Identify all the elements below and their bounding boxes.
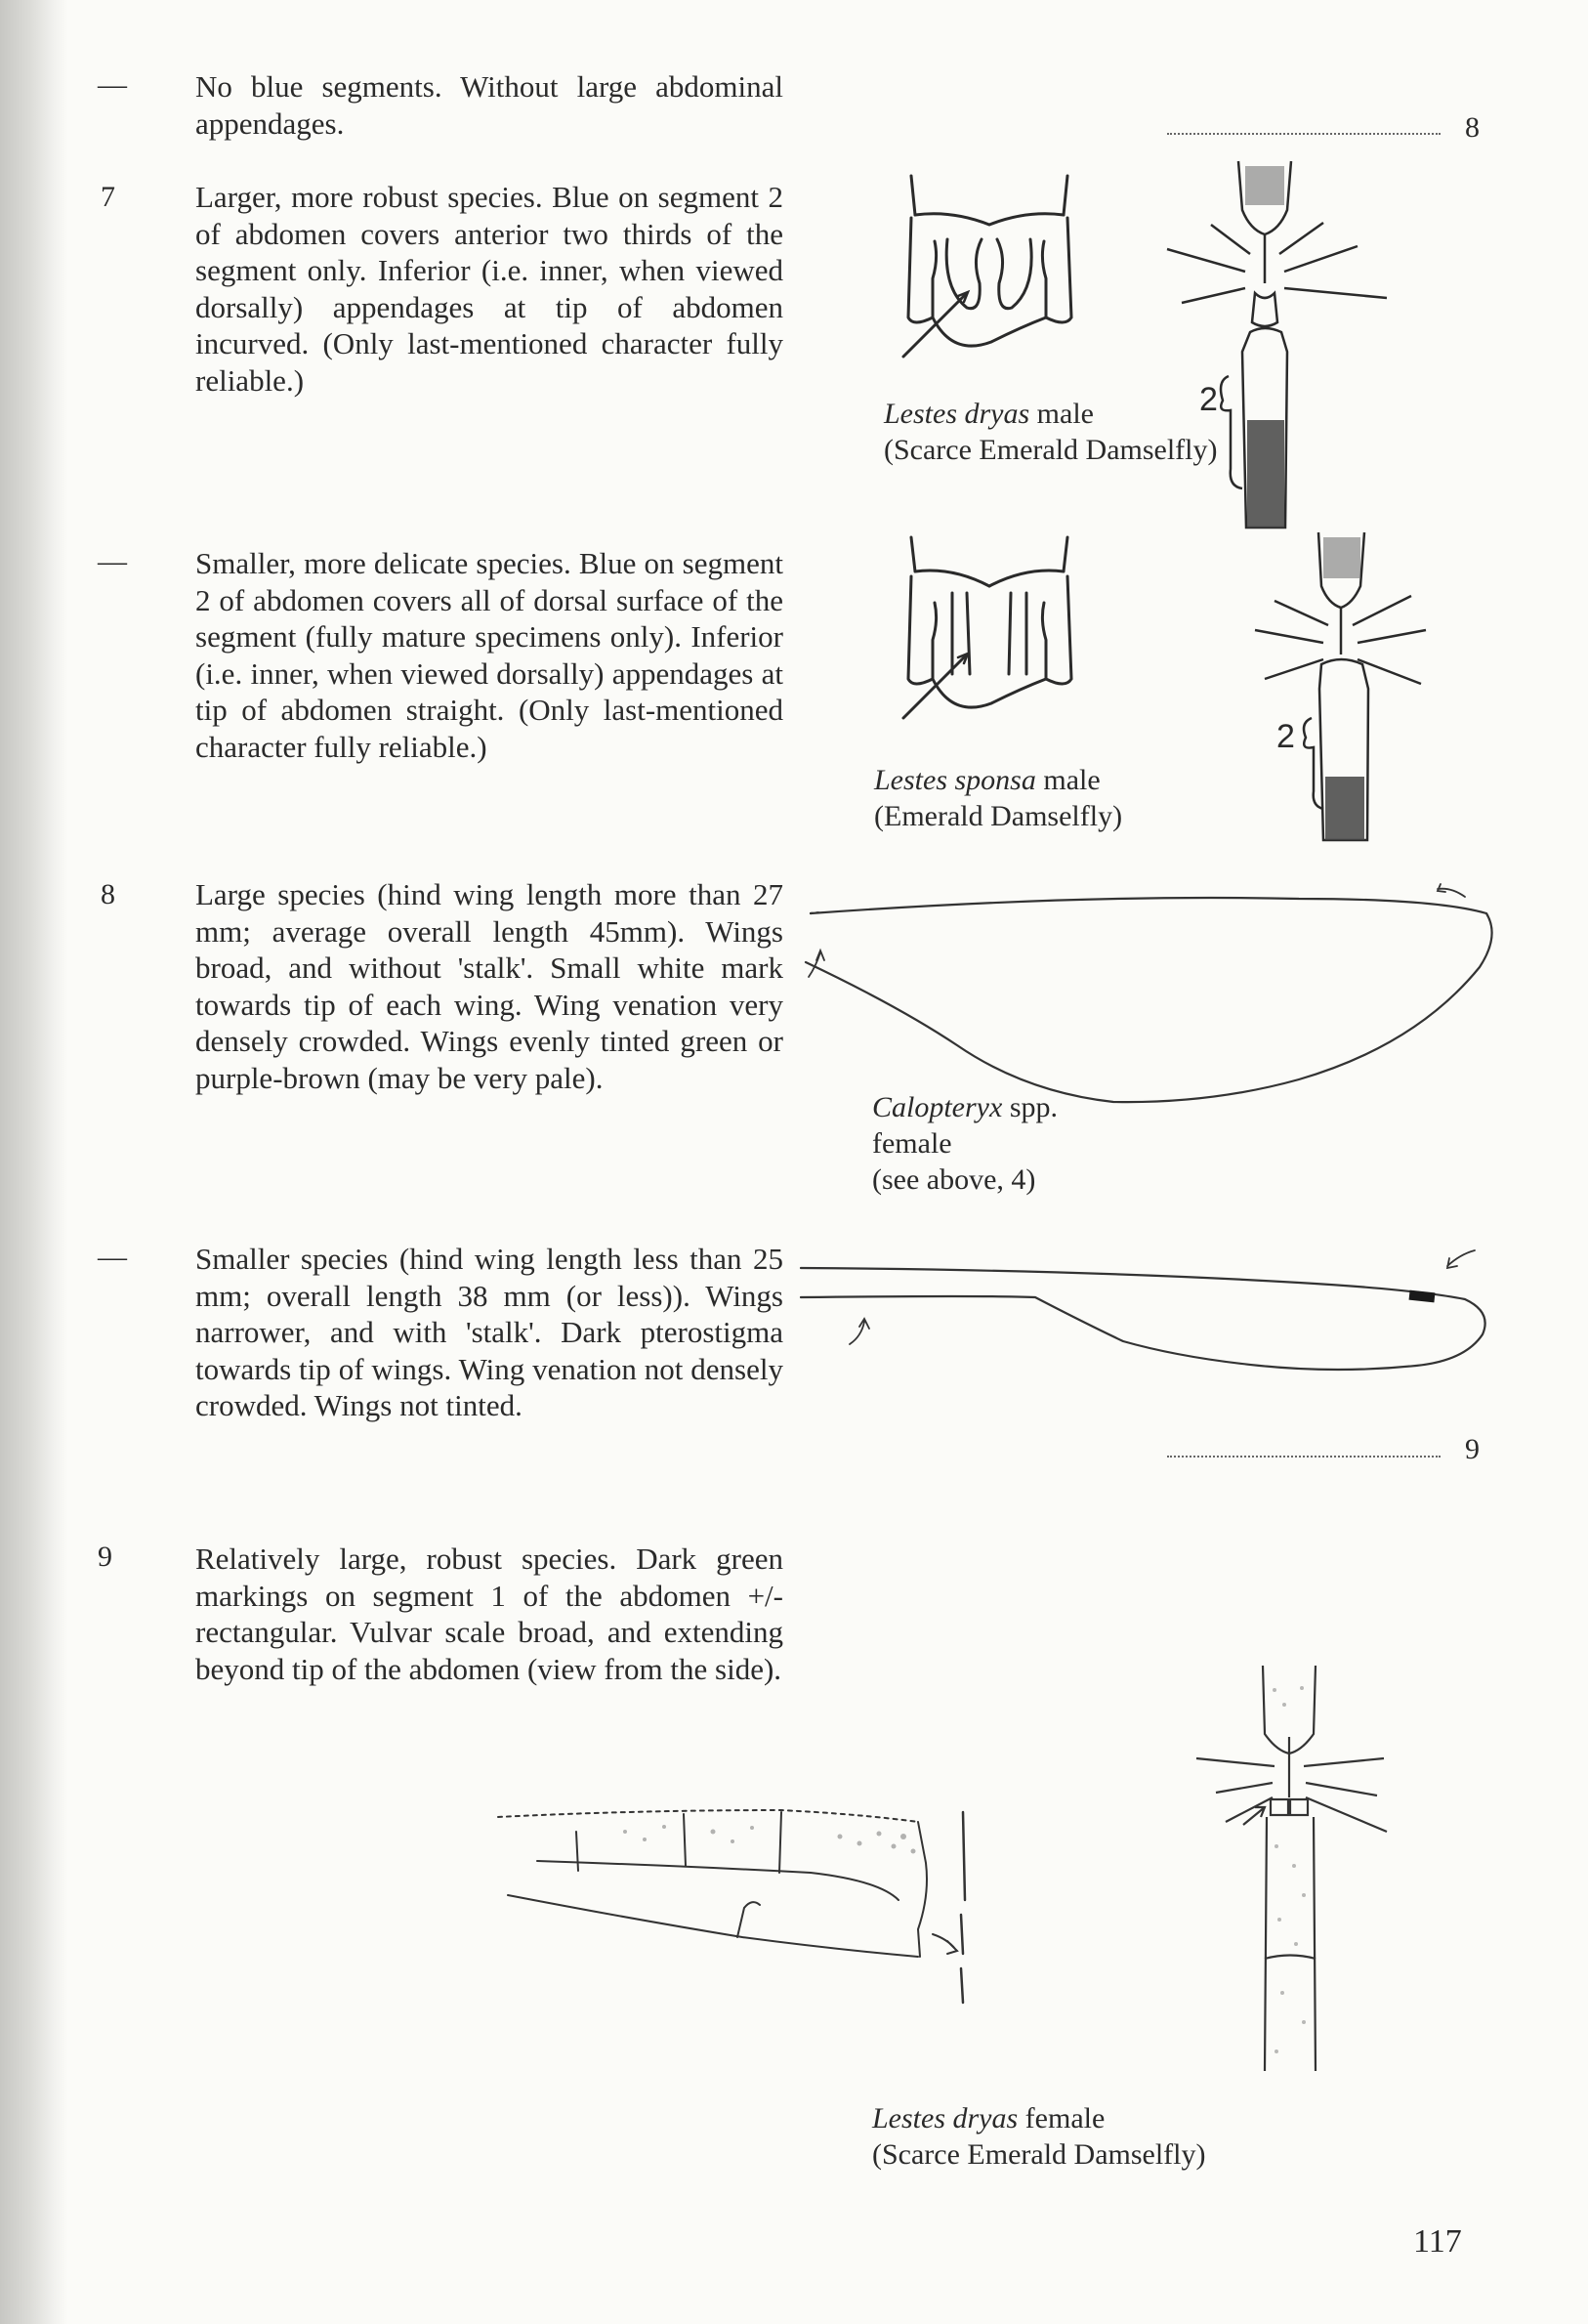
sex-label: female: [1024, 2102, 1106, 2134]
leader-dots: [1167, 1456, 1441, 1458]
couplet-marker: —: [98, 1241, 127, 1273]
figure-caption-sponsa-male: [874, 762, 1122, 834]
couplet-text: Smaller species (hind wing length less than 25 mm; overall length 38 mm (or less)). Wings narrower, and with 'stalk'. Dark pterostigma towards tip of wings. Wing venation not densely crowded. Wings not tinted.: [195, 1242, 783, 1422]
lestes-sponsa-male-dorsal-drawing: [1167, 528, 1431, 850]
lestes-dryas-male-appendages-drawing: [874, 171, 1099, 366]
sex-label: male: [1043, 764, 1101, 796]
figure-caption-dryas-female: [872, 2100, 1206, 2173]
lestes-dryas-female-dorsal-drawing: [1167, 1661, 1431, 2071]
couplet-text: Large species (hind wing length more than 27 mm; average overall length 45mm). Wings broad, and without 'stalk'. Small white mark towards tip of each wing. Wing venation very densely crowded. Wings evenly tinted green or purple-brown (may be very pale).: [195, 877, 783, 1095]
couplet-marker: —: [98, 545, 127, 577]
segment-label: 2: [1199, 381, 1218, 418]
species-name: Lestes dryas: [884, 398, 1030, 430]
lead-number: 9: [1465, 1433, 1480, 1465]
couplet-text: Relatively large, robust species. Dark green markings on segment 1 of the abdomen +/- rectangular. Vulvar scale broad, and extending beyond tip of the abdomen (view from the side).: [195, 1542, 783, 1686]
couplet-text: Smaller, more delicate species. Blue on segment 2 of abdomen covers all of dorsal surface of the segment (fully mature specimens only). Inferior (i.e. inner, when viewed dorsally) appendages at tip of abdomen straight. (Only last-mentioned character fully reliable.): [195, 546, 783, 764]
cross-reference: (see above, 4): [872, 1163, 1036, 1196]
species-name: Lestes sponsa: [874, 764, 1036, 796]
lestes-dryas-male-dorsal-drawing: [1152, 156, 1426, 537]
lestes-wing-drawing: [791, 1229, 1514, 1424]
spp-label: spp.: [1009, 1091, 1058, 1123]
lestes-sponsa-male-appendages-drawing: [874, 532, 1099, 728]
species-name: Lestes dryas: [872, 2102, 1019, 2134]
species-name: Calopteryx: [872, 1091, 1003, 1123]
common-name: (Emerald Damselfly): [874, 800, 1123, 832]
page-number: 117: [1413, 2223, 1462, 2260]
couplet-text: Larger, more robust species. Blue on segment 2 of abdomen covers anterior two thirds of the segment only. Inferior (i.e. inner, when viewed dorsally) appendages at tip of abdomen incurved. (Only last-mentioned character fully reliable.): [195, 180, 783, 398]
couplet-text: No blue segments. Without large abdominal appendages.: [195, 69, 783, 141]
segment-label: 2: [1276, 718, 1295, 755]
book-spine-shadow: [0, 0, 68, 2324]
sex-label: male: [1036, 398, 1094, 430]
figure-caption-calopteryx: [872, 1089, 1058, 1198]
leader-dots: [1167, 133, 1441, 135]
couplet-marker: 7: [101, 181, 115, 213]
lead-number: 8: [1465, 111, 1480, 144]
couplet-marker: 8: [101, 878, 115, 910]
common-name: (Scarce Emerald Damselfly): [884, 434, 1218, 466]
lestes-dryas-female-lateral-drawing: [488, 1793, 1035, 2027]
couplet-marker: —: [98, 68, 127, 101]
common-name: (Scarce Emerald Damselfly): [872, 2138, 1206, 2171]
sex-label: female: [872, 1127, 952, 1160]
couplet-marker: 9: [98, 1541, 112, 1573]
